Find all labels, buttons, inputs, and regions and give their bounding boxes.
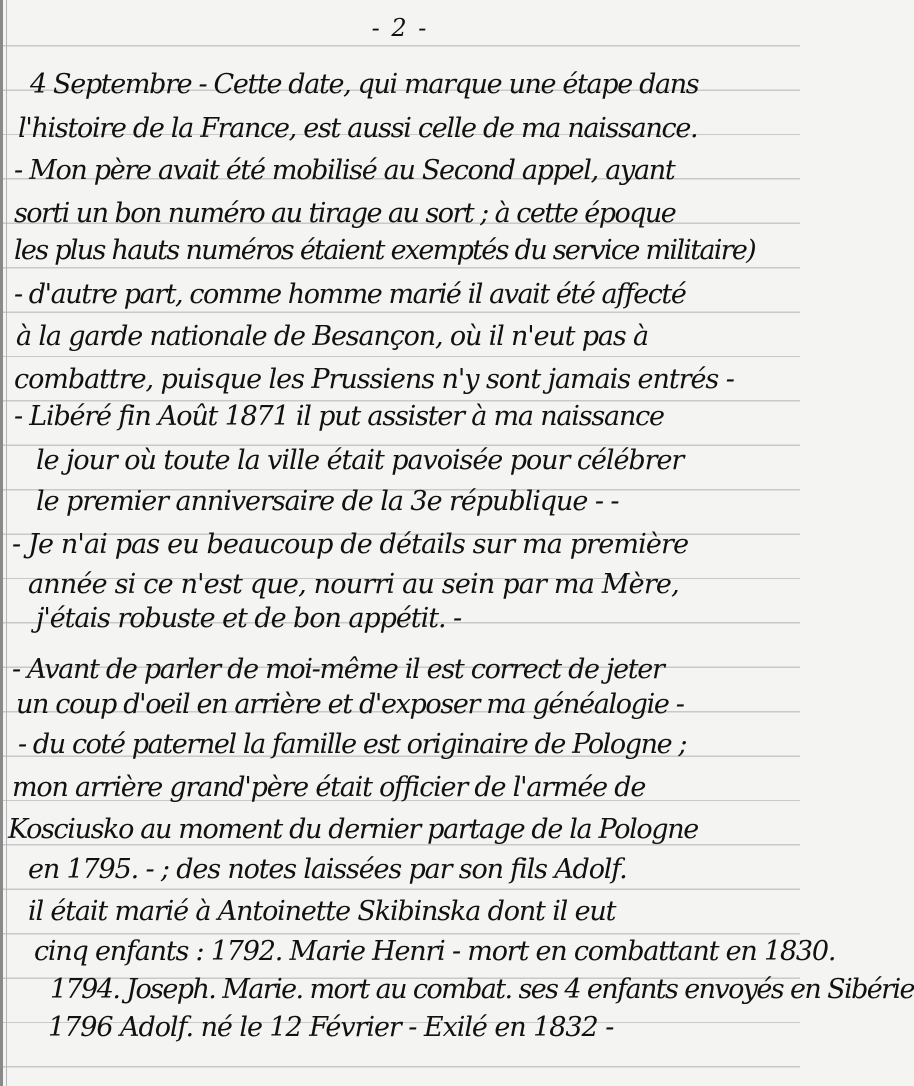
text-line-19: Kosciusko au moment du dernier partage de la Pologne <box>8 814 698 845</box>
text-line-8: combattre, puisque les Prussiens n'y sont jamais entrés - <box>14 364 734 395</box>
text-line-2: l'histoire de la France, est aussi celle de ma naissance. <box>18 113 698 144</box>
text-line-16: un coup d'oeil en arrière et d'exposer ma généalogie - <box>16 689 684 720</box>
left-margin-rule <box>0 0 3 1086</box>
text-line-6: - d'autre part, comme homme marié il avait été affecté <box>14 279 686 310</box>
text-line-4: sorti un bon numéro au tirage au sort ; à cette époque <box>14 198 676 229</box>
text-line-17: - du coté paternel la famille est originaire de Pologne ; <box>18 729 687 760</box>
text-line-12: - Je n'ai pas eu beaucoup de détails sur ma première <box>12 529 689 560</box>
text-line-21: il était marié à Antoinette Skibinska dont il eut <box>28 896 616 927</box>
text-line-3: - Mon père avait été mobilisé au Second appel, ayant <box>14 155 675 186</box>
text-line-18: mon arrière grand'père était officier de l'armée de <box>12 772 646 803</box>
text-line-15: - Avant de parler de moi-même il est correct de jeter <box>12 654 664 685</box>
text-line-9: - Libéré fin Août 1871 il put assister à ma naissance <box>14 401 664 432</box>
text-line-11: le premier anniversaire de la 3e république - - <box>36 486 619 517</box>
text-line-1: 4 Septembre - Cette date, qui marque une étape dans <box>30 69 699 100</box>
text-line-5: les plus hauts numéros étaient exemptés du service militaire) <box>14 235 755 266</box>
text-line-13: année si ce n'est que, nourri au sein par ma Mère, <box>28 569 679 600</box>
text-line-23: 1794. Joseph. Marie. mort au combat. ses 4 enfants envoyés en Sibérie <box>50 974 914 1005</box>
text-line-7: à la garde nationale de Besançon, où il n'eut pas à <box>16 321 648 352</box>
text-line-24: 1796 Adolf. né le 12 Février - Exilé en 1832 - <box>48 1012 614 1043</box>
text-line-14: j'étais robuste et de bon appétit. - <box>36 603 462 634</box>
page-number: - 2 - <box>371 14 429 42</box>
text-line-10: le jour où toute la ville était pavoisée pour célébrer <box>36 445 684 476</box>
text-line-22: cinq enfants : 1792. Marie Henri - mort en combattant en 1830. <box>34 936 836 967</box>
text-line-20: en 1795. - ; des notes laissées par son fils Adolf. <box>28 854 627 885</box>
left-margin-inner-rule <box>6 0 7 1086</box>
